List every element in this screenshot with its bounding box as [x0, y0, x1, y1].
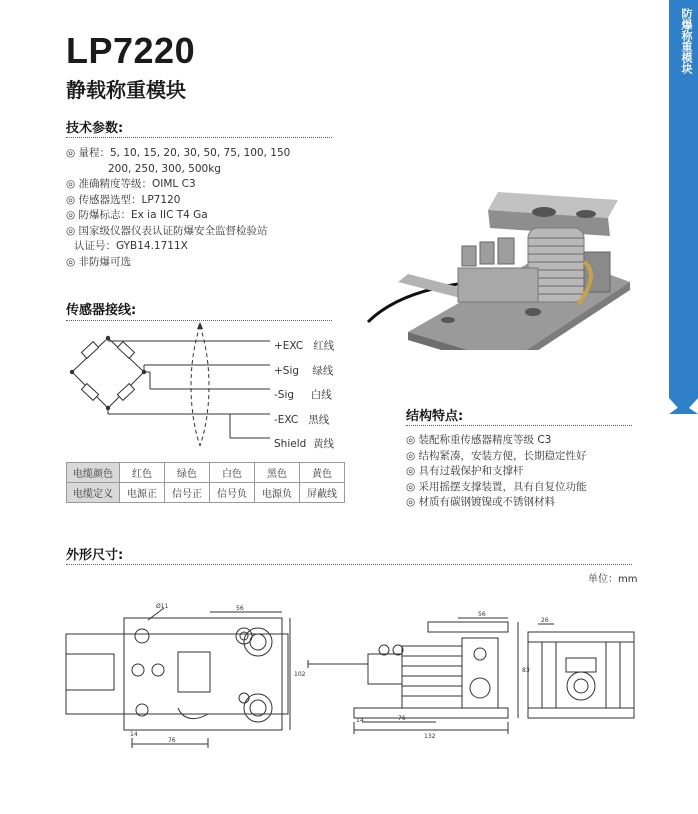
- spec-accuracy: ◎ 准确精度等级：OIML C3: [66, 178, 196, 190]
- spec-explosion-mark: ◎ 防爆标志：Ex ia IIC T4 Ga: [66, 209, 208, 221]
- unit-label: 单位：mm: [588, 574, 638, 585]
- spec-range-cont: 200, 250, 300, 500kg: [108, 162, 221, 175]
- wire-sig-minus: -Sig 白线: [274, 389, 332, 401]
- top-view-drawing: [66, 608, 290, 748]
- table-cell: 白色: [210, 463, 255, 483]
- table-cell: 绿色: [165, 463, 210, 483]
- dim-top-width: 56: [236, 605, 244, 612]
- wire-sig-plus: +Sig 绿线: [274, 364, 334, 377]
- spec-sensor: ◎ 传感器选型：LP7120: [66, 193, 181, 206]
- dim-side-length: 132: [424, 733, 436, 740]
- cable-table: [66, 462, 345, 503]
- table-header-color: 电缆颜色: [67, 463, 120, 483]
- table-cell: 红色: [120, 463, 165, 483]
- spec-certification: ◎ 国家级仪器仪表认证防爆安全监督检验站: [66, 224, 268, 237]
- wire-exc-minus: -EXC 黑线: [274, 413, 330, 426]
- wiring-divider: [66, 320, 332, 321]
- wiring-heading: 传感器接线:: [66, 303, 137, 318]
- tech-params-list: [66, 146, 290, 270]
- dim-side-span: 76: [398, 715, 406, 722]
- dim-offset: 14: [130, 731, 138, 738]
- dimensions-heading: 外形尺寸:: [66, 548, 124, 563]
- product-photo: [348, 172, 630, 350]
- table-cell: 屏蔽线: [300, 483, 345, 503]
- feature-item: ◎ 材质有碳钢镀镍或不锈钢材料: [406, 496, 555, 508]
- front-view-drawing: [528, 624, 634, 718]
- feature-item: ◎ 具有过载保护和支撑杆: [406, 465, 524, 477]
- table-cell: 电源负: [255, 483, 300, 503]
- table-cell: 黑色: [255, 463, 300, 483]
- dim-front-small: 26: [541, 617, 549, 624]
- dim-height: 102: [294, 671, 306, 678]
- feature-item: ◎ 结构紧凑，安装方便，长期稳定性好: [406, 449, 587, 462]
- side-tab-text: 防爆称重模块: [680, 8, 693, 74]
- table-cell: 信号负: [210, 483, 255, 503]
- table-cell: 电源正: [120, 483, 165, 503]
- dim-span: 76: [168, 737, 176, 744]
- side-tab-arrow: [669, 396, 698, 416]
- wire-shield: Shield 黄线: [274, 438, 334, 450]
- table-row: [67, 463, 345, 483]
- features-heading: 结构特点:: [406, 409, 464, 424]
- side-category-tab: [669, 0, 698, 414]
- tech-params-divider: [66, 137, 332, 138]
- spec-non-ex: ◎ 非防爆可选: [66, 255, 131, 268]
- dimensions-divider: [66, 564, 632, 565]
- table-row: [67, 483, 345, 503]
- dim-side-offset: 14: [356, 717, 364, 724]
- spec-cert-number: 认证号：GYB14.1711X: [74, 240, 188, 252]
- table-cell: 信号正: [165, 483, 210, 503]
- product-model: LP7220: [66, 30, 196, 71]
- dim-side-top: 56: [478, 611, 486, 618]
- table-cell: 黄色: [300, 463, 345, 483]
- features-divider: [406, 425, 632, 426]
- feature-item: ◎ 装配称重传感器精度等级 C3: [406, 434, 552, 446]
- dim-side-height: 83: [522, 667, 530, 674]
- table-header-definition: 电缆定义: [67, 483, 120, 503]
- side-view-drawing: [308, 618, 518, 734]
- product-subtitle: 静载称重模块: [66, 78, 186, 102]
- wire-exc-plus: +EXC 红线: [274, 340, 335, 352]
- features-list: [406, 433, 587, 511]
- wiring-labels: [274, 334, 334, 457]
- dim-diameter: Ø11: [156, 603, 169, 610]
- spec-range: ◎ 量程：5, 10, 15, 20, 30, 50, 75, 100, 150: [66, 147, 291, 159]
- side-tab-point: [669, 0, 698, 414]
- feature-item: ◎ 采用摇摆支撑装置，具有自复位功能: [406, 480, 587, 493]
- dimension-drawings: [58, 598, 638, 758]
- tech-params-heading: 技术参数:: [66, 121, 124, 136]
